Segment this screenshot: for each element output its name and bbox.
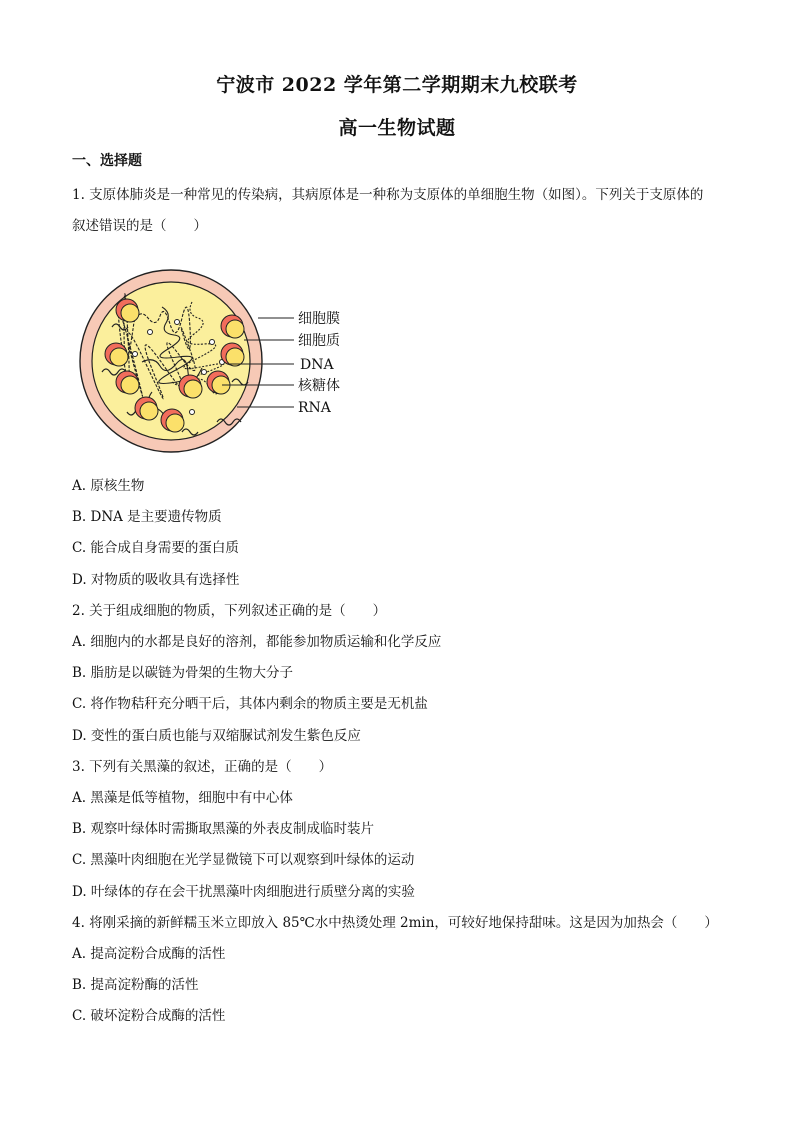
- q1-option-a: A. 原核生物: [72, 478, 145, 494]
- label-dna: DNA: [300, 357, 334, 373]
- question-1-stem-line-2: 叙述错误的是（ ）: [72, 218, 207, 234]
- q3-option-c: C. 黑藻叶肉细胞在光学显微镜下可以观察到叶绿体的运动: [72, 852, 415, 868]
- q2-option-a: A. 细胞内的水都是良好的溶剂，都能参加物质运输和化学反应: [72, 634, 442, 650]
- label-ribosome: 核糖体: [298, 378, 340, 394]
- q2-option-d: D. 变性的蛋白质也能与双缩脲试剂发生紫色反应: [72, 728, 361, 744]
- label-cell-membrane: 细胞膜: [298, 311, 340, 327]
- q1-option-c: C. 能合成自身需要的蛋白质: [72, 540, 239, 556]
- exam-subtitle: 高一生物试题: [338, 117, 456, 139]
- label-cytoplasm: 细胞质: [298, 333, 340, 349]
- mycoplasma-cell-diagram: [72, 262, 372, 462]
- q1-option-d: D. 对物质的吸收具有选择性: [72, 572, 240, 588]
- q3-option-a: A. 黑藻是低等植物，细胞中有中心体: [72, 790, 293, 806]
- question-2-stem: 2. 关于组成细胞的物质，下列叙述正确的是（ ）: [72, 603, 387, 619]
- q4-option-b: B. 提高淀粉酶的活性: [72, 977, 199, 993]
- q2-option-b: B. 脂肪是以碳链为骨架的生物大分子: [72, 665, 294, 681]
- q1-option-b: B. DNA 是主要遗传物质: [72, 509, 222, 525]
- question-1-stem-line-1: 1. 支原体肺炎是一种常见的传染病，其病原体是一种称为支原体的单细胞生物（如图）。下列关于支原体的: [72, 187, 704, 203]
- label-rna: RNA: [298, 400, 331, 416]
- section-heading: 一、选择题: [72, 153, 142, 169]
- q3-option-b: B. 观察叶绿体时需撕取黑藻的外表皮制成临时装片: [72, 821, 375, 837]
- exam-title: 宁波市 2022 学年第二学期期末九校联考: [216, 74, 578, 96]
- question-4-stem: 4. 将刚采摘的新鲜糯玉米立即放入 85℃水中热烫处理 2min，可较好地保持甜味。这是因为加热会（ ）: [72, 915, 718, 931]
- q4-option-c: C. 破坏淀粉合成酶的活性: [72, 1008, 226, 1024]
- q4-option-a: A. 提高淀粉合成酶的活性: [72, 946, 226, 962]
- q2-option-c: C. 将作物秸秆充分晒干后，其体内剩余的物质主要是无机盐: [72, 696, 428, 712]
- q3-option-d: D. 叶绿体的存在会干扰黑藻叶肉细胞进行质壁分离的实验: [72, 884, 415, 900]
- question-3-stem: 3. 下列有关黑藻的叙述，正确的是（ ）: [72, 759, 333, 775]
